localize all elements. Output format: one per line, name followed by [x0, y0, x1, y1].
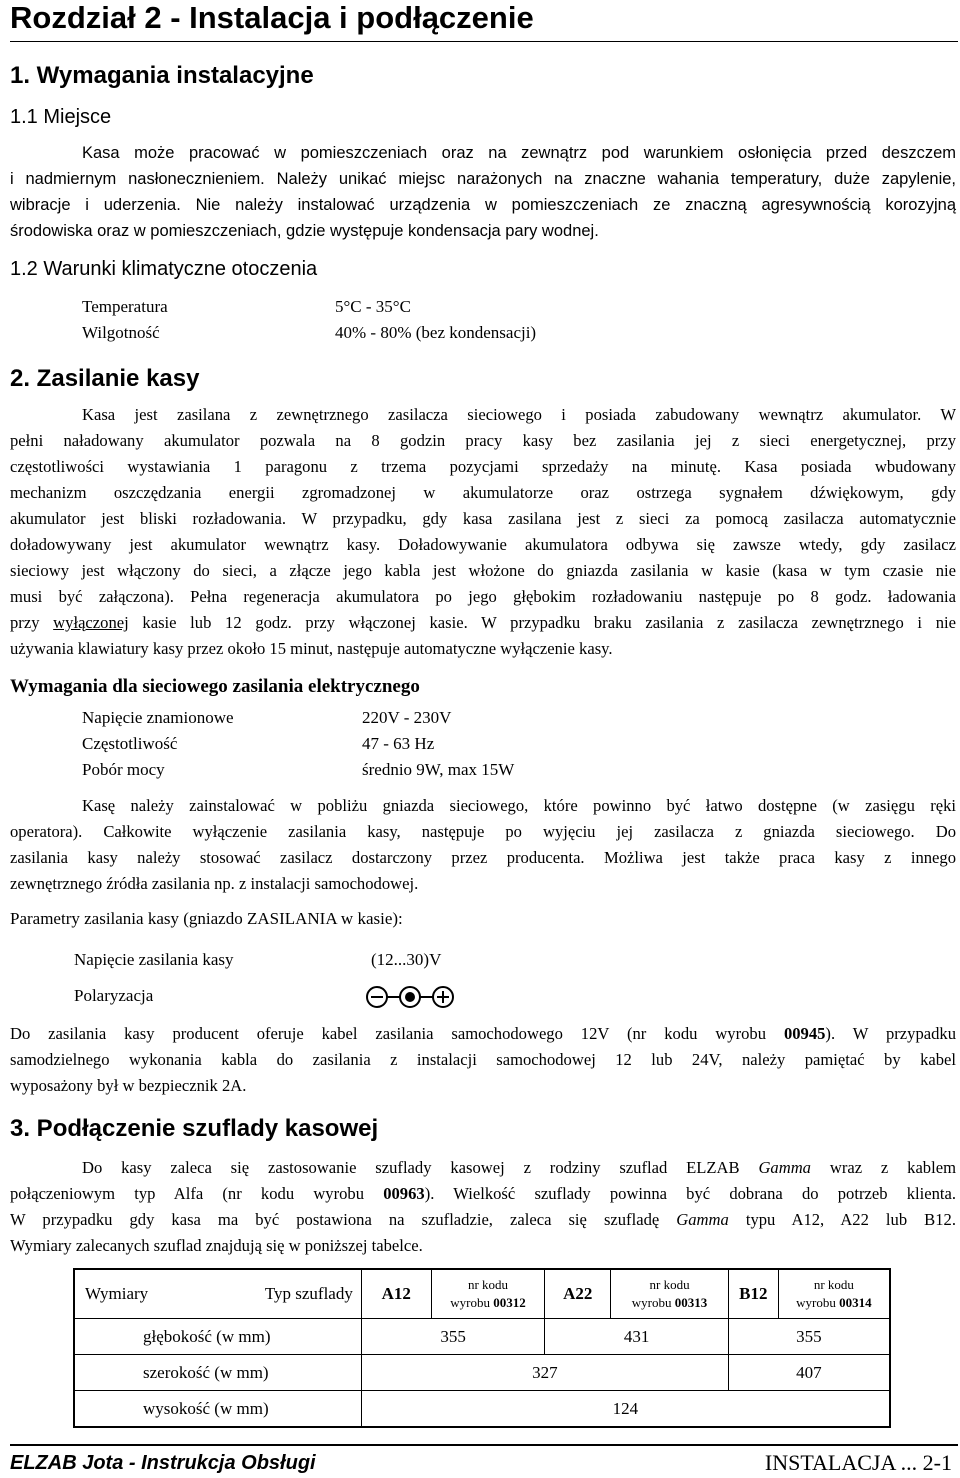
header-a22-code: [611, 1269, 729, 1319]
header-wymiary: Wymiary: [85, 1284, 149, 1303]
text-line: częstotliwości wystawiania 1 paragonu z trzema pozycjami sprzedaży na minutę. Kasa posiada wbudowany: [10, 457, 956, 476]
drawer-dimensions-table: [73, 1268, 891, 1428]
row-depth-label: głębokość (w mm): [74, 1319, 361, 1355]
text-fragment: wraz z kablem: [810, 1158, 956, 1177]
text-line: [10, 610, 956, 636]
code-label: nr kodu: [467, 1277, 509, 1292]
code-line: [611, 1294, 728, 1312]
header-typ-szuflady: Typ szuflady: [264, 1284, 353, 1303]
section-3-title: 3. Podłączenie szuflady kasowej: [10, 1115, 379, 1142]
product-code: 00313: [674, 1295, 708, 1310]
header-b12: B12: [728, 1269, 778, 1319]
power-params-title: Parametry zasilania kasy (gniazdo ZASILANIA w kasie):: [10, 909, 403, 928]
footer-divider: [10, 1444, 958, 1446]
header-b12-code: [778, 1269, 890, 1319]
text-line: mechanizm oszczędzania energii zgromadzonej w akumulatorze oraz ostrzega sygnałem dźwiękowym, gdy: [10, 483, 956, 502]
section-2-text: [10, 402, 956, 662]
text-fragment: przy: [10, 613, 54, 632]
req-power-value: średnio 9W, max 15W: [362, 760, 515, 779]
text-fragment: ). W przypadku: [825, 1024, 957, 1043]
italic-word: Gamma: [758, 1158, 811, 1177]
section-1-1-title: 1.1 Miejsce: [10, 106, 112, 128]
text-line: operatora). Całkowite wyłączenie zasilania kasy, następuje po wyjęciu jej zasilacza z gniazda sieciowego. Do: [10, 822, 956, 841]
climate-temp-label: Temperatura: [82, 297, 168, 316]
text-line: doładowywany jest akumulator wewnątrz kasy. Doładowywanie akumulatora odbywa się zawsze wtedy, gdy zasilacz: [10, 535, 956, 554]
section-2-text-2: [10, 793, 956, 897]
product-code: 00963: [383, 1184, 425, 1203]
param-voltage-label: Napięcie zasilania kasy: [74, 950, 234, 969]
polarity-symbol-icon: [364, 984, 456, 1010]
text-line: używania klawiatury kasy przez około 15 minut, następuje automatyczne wyłączenie kasy.: [10, 639, 613, 658]
code-line: [779, 1294, 889, 1312]
chapter-title: Rozdział 2 - Instalacja i podłączenie: [10, 0, 534, 35]
product-code: 00945: [783, 1024, 826, 1043]
text-fragment: Do kasy zaleca się zastosowanie szuflady kasowej z rodziny szuflad ELZAB: [82, 1158, 759, 1177]
text-line: [10, 1207, 956, 1233]
code-prefix: wyrobu: [450, 1295, 494, 1310]
power-requirements-title: Wymagania dla sieciowego zasilania elektrycznego: [10, 676, 420, 697]
text-line: środowiska oraz w pomieszczeniach, gdzie występuje kondensacja pary wodnej.: [10, 222, 599, 240]
code-label: nr kodu: [813, 1277, 854, 1292]
product-code: 00312: [493, 1295, 526, 1310]
table-row: [74, 1391, 890, 1428]
text-fragment: Do zasilania kasy producent oferuje kabel zasilania samochodowego 12V (nr kodu wyrobu: [10, 1024, 784, 1043]
text-line: zasilania kasy należy stosować zasilacz dostarczony przez producenta. Możliwa jest także praca kasy z innego: [10, 848, 956, 867]
climate-temp-value: 5°C - 35°C: [335, 297, 411, 316]
footer-manual-title: ELZAB Jota - Instrukcja Obsługi: [10, 1452, 316, 1474]
table-row: [74, 1319, 890, 1355]
section-1-1-text: [10, 140, 956, 244]
header-a22: A22: [545, 1269, 611, 1319]
text-line: [10, 1155, 956, 1181]
underlined-word: wyłączonej: [53, 613, 129, 632]
section-1-2-title: 1.2 Warunki klimatyczne otoczenia: [10, 258, 318, 280]
section-2-title: 2. Zasilanie kasy: [10, 365, 200, 392]
footer-page-number: INSTALACJA ... 2-1: [764, 1450, 952, 1475]
text-line: musi być załączona). Pełna regeneracja akumulatora po jego głębokim rozładowaniu następuje po 8 godz. ładowania: [10, 587, 956, 606]
text-fragment: połączeniowym typ Alfa (nr kodu wyrobu: [10, 1184, 384, 1203]
text-line: Kasa jest zasilana z zewnętrznego zasilacza sieciowego i posiada zabudowany wewnątrz akumulator. W: [82, 405, 956, 424]
req-voltage-value: 220V - 230V: [362, 708, 452, 727]
param-polarity-label: Polaryzacja: [74, 986, 154, 1005]
text-line: wibracje i uderzenia. Nie należy instalować urządzenia w pomieszczeniach ze znaczną agresywnością korozyjną: [10, 196, 956, 214]
text-line: i nadmiernym nasłonecznieniem. Należy unikać miejsc narażonych na znaczne wahania temperatury, duże zapylenie,: [10, 170, 956, 188]
code-prefix: wyrobu: [796, 1295, 840, 1310]
code-prefix: wyrobu: [631, 1295, 675, 1310]
product-code: 00314: [839, 1295, 872, 1310]
code-line: [432, 1294, 545, 1312]
row-height-label: wysokość (w mm): [74, 1391, 361, 1428]
title-divider: [10, 41, 958, 42]
header-a12: A12: [361, 1269, 431, 1319]
section-1-title: 1. Wymagania instalacyjne: [10, 62, 314, 89]
italic-word: Gamma: [676, 1210, 729, 1229]
row-width-a: 327: [361, 1355, 728, 1391]
row-depth-a12: 355: [361, 1319, 545, 1355]
text-fragment: W przypadku gdy kasa ma być postawiona na szufladzie, zaleca się szufladę: [10, 1210, 677, 1229]
header-a12-code: [431, 1269, 545, 1319]
row-width-label: szerokość (w mm): [74, 1355, 361, 1391]
text-line: sieciowy jest włączony do sieci, a złącze jego kabla jest włożone do gniazda zasilania w kasie (kasa w tym czasie nie: [10, 561, 956, 580]
text-line: pełni naładowany akumulator pozwala na 8 godzin pracy kasy bez zasilania jej z sieci energetycznej, przy: [10, 431, 956, 450]
row-depth-a22: 431: [545, 1319, 729, 1355]
section-2-text-3: [10, 1021, 956, 1099]
text-fragment: kasie lub 12 godz. przy włączonej kasie. W przypadku braku zasilania z zasilacza zewnętrznego i nie: [128, 613, 956, 632]
table-header-row: [74, 1269, 890, 1319]
climate-humidity-label: Wilgotność: [82, 323, 160, 342]
text-line: Kasę należy zainstalować w pobliżu gniazda sieciowego, które powinno być łatwo dostępne (w zasięgu ręki: [82, 796, 956, 815]
code-label: nr kodu: [649, 1277, 690, 1292]
req-voltage-label: Napięcie znamionowe: [82, 708, 234, 727]
row-width-b12: 407: [728, 1355, 890, 1391]
row-depth-b12: 355: [728, 1319, 890, 1355]
text-line: Kasa może pracować w pomieszczeniach oraz na zewnątrz pod warunkiem osłonięcia przed deszczem: [82, 144, 956, 162]
row-height-all: 124: [361, 1391, 890, 1428]
req-power-label: Pobór mocy: [82, 760, 165, 779]
param-voltage-value: (12...30)V: [371, 950, 442, 969]
text-line: wyposażony był w bezpiecznik 2A.: [10, 1076, 247, 1095]
text-fragment: ). Wielkość szuflady powinna być dobrana do potrzeb klienta.: [424, 1184, 956, 1203]
text-line: [10, 1181, 956, 1207]
table-header-dimensions: [74, 1269, 361, 1319]
req-frequency-label: Częstotliwość: [82, 734, 178, 753]
text-line: akumulator jest bliski rozładowania. W przypadku, gdy kasa zasilana jest z sieci za pomocą zasilacza automatycznie: [10, 509, 956, 528]
text-line: zewnętrznego źródła zasilania np. z instalacji samochodowej.: [10, 874, 419, 893]
text-fragment: typu A12, A22 lub B12.: [728, 1210, 956, 1229]
text-line: [10, 1021, 956, 1047]
table-row: [74, 1355, 890, 1391]
section-3-text: [10, 1155, 956, 1259]
climate-humidity-value: 40% - 80% (bez kondensacji): [335, 323, 537, 342]
text-line: Wymiary zalecanych szuflad znajdują się w poniższej tabelce.: [10, 1236, 423, 1255]
req-frequency-value: 47 - 63 Hz: [362, 734, 435, 753]
text-line: samodzielnego wykonania kabla do zasilania z instalacji samochodowej 12 lub 24V, należy pamiętać by kabel: [10, 1050, 956, 1069]
